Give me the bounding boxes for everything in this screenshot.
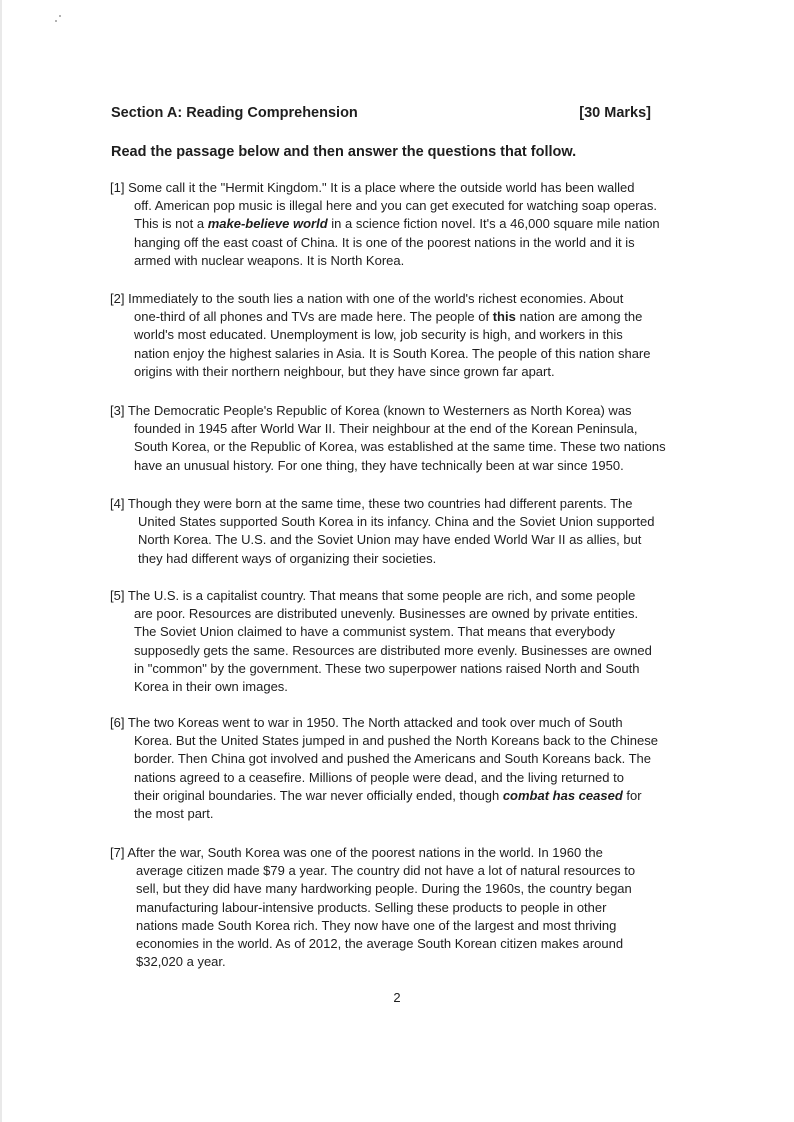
- paragraph-line: are poor. Resources are distributed unevenly. Businesses are owned by private entities.: [134, 606, 639, 622]
- scan-edge: [0, 0, 2, 1122]
- paragraph-line: nations made South Korea rich. They now have one of the largest and most thriving: [136, 917, 617, 933]
- paragraph-line: manufacturing labour-intensive products. Selling these products to people in other: [136, 899, 607, 915]
- paragraph-3: [110, 402, 678, 475]
- paragraph-line: Korea. But the United States jumped in and pushed the North Koreans back to the Chinese: [134, 733, 658, 749]
- paragraph-line: their original boundaries. The war never officially ended, though combat has ceased for: [134, 787, 642, 803]
- paragraph-line: have an unusual history. For one thing, they have technically been at war since 1950.: [134, 457, 624, 473]
- paragraph-5: [110, 587, 678, 696]
- marks-label: [30 Marks]: [579, 105, 651, 121]
- paragraph-line: sell, but they did have many hardworking people. During the 1960s, the country began: [136, 881, 632, 897]
- paragraph-line: The Soviet Union claimed to have a communist system. That means that everybody: [134, 624, 615, 640]
- section-title: Section A: Reading Comprehension: [111, 105, 358, 121]
- emphasis-term: make-believe world: [207, 216, 328, 232]
- paragraph-line: founded in 1945 after World War II. Their neighbour at the end of the Korean Peninsula,: [134, 421, 638, 437]
- paragraph-number: [3]: [110, 403, 125, 418]
- paragraph-line: $32,020 a year.: [136, 954, 226, 970]
- paragraph-number: [7]: [110, 845, 125, 860]
- emphasis-term: this: [492, 309, 516, 325]
- paragraph-line: average citizen made $79 a year. The country did not have a lot of natural resources to: [136, 863, 636, 879]
- paragraph-line: Immediately to the south lies a nation with one of the world's richest economies. About: [128, 291, 624, 306]
- paragraph-line: world's most educated. Unemployment is low, job security is high, and workers in this: [134, 327, 623, 343]
- paragraph-6: [110, 714, 678, 823]
- paragraph-line: The Democratic People's Republic of Korea (known to Westerners as North Korea) was: [127, 403, 632, 418]
- paragraph-number: [6]: [110, 715, 125, 730]
- paragraph-line: nations agreed to a ceasefire. Millions of people were dead, and the living returned to: [134, 769, 624, 785]
- scan-speck: [59, 15, 61, 17]
- paragraph-line: the most part.: [134, 806, 214, 822]
- paragraph-line: they had different ways of organizing their societies.: [138, 550, 437, 566]
- emphasis-term: combat has ceased: [502, 787, 623, 803]
- paragraph-line: Though they were born at the same time, these two countries had different parents. The: [127, 496, 633, 511]
- paragraph-line: North Korea. The U.S. and the Soviet Union may have ended World War II as allies, but: [138, 532, 642, 548]
- paragraph-line: After the war, South Korea was one of the poorest nations in the world. In 1960 the: [127, 845, 603, 860]
- paragraph-line: economies in the world. As of 2012, the average South Korean citizen makes around: [136, 936, 624, 952]
- paragraph-number: [1]: [110, 180, 125, 195]
- section-header: [111, 105, 651, 121]
- paragraph-line: armed with nuclear weapons. It is North Korea.: [134, 252, 405, 268]
- paragraph-line: Some call it the "Hermit Kingdom." It is a place where the outside world has been walled: [128, 180, 635, 195]
- paragraph-line: hanging off the east coast of China. It is one of the poorest nations in the world and it is: [134, 234, 635, 250]
- paragraph-line: border. Then China got involved and pushed the Americans and South Koreans back. The: [134, 751, 651, 767]
- paragraph-line: origins with their northern neighbour, but they have since grown far apart.: [134, 363, 555, 379]
- paragraph-line: nation enjoy the highest salaries in Asia. It is South Korea. The people of this nation share: [134, 345, 651, 361]
- paragraph-7: [110, 844, 678, 971]
- paragraph-line: The U.S. is a capitalist country. That means that some people are rich, and some people: [127, 588, 636, 603]
- paragraph-line: South Korea, or the Republic of Korea, was established at the same time. These two nations: [134, 439, 666, 455]
- paragraph-line: supposedly gets the same. Resources are distributed more evenly. Businesses are owned: [134, 642, 652, 658]
- paragraph-line: one-third of all phones and TVs are made here. The people of this nation are among the: [134, 309, 643, 325]
- paragraph-line: The two Koreas went to war in 1950. The North attacked and took over much of South: [127, 715, 623, 730]
- page-number: 2: [393, 990, 401, 1005]
- paragraph-number: [2]: [110, 291, 125, 306]
- paragraph-number: [5]: [110, 588, 125, 603]
- paragraph-line: Korea in their own images.: [134, 679, 288, 695]
- paragraph-line: This is not a make-believe world in a science fiction novel. It's a 46,000 square mile nation: [134, 216, 660, 232]
- paragraph-1: [110, 179, 678, 270]
- paragraph-4: [110, 495, 678, 568]
- scan-speck: [55, 20, 57, 22]
- paragraph-line: in "common" by the government. These two superpower nations raised North and South: [134, 660, 640, 676]
- paragraph-line: off. American pop music is illegal here and you can get executed for watching soap operas.: [134, 198, 657, 214]
- paragraph-number: [4]: [110, 496, 125, 511]
- paragraph-2: [110, 290, 678, 381]
- instructions: Read the passage below and then answer the questions that follow.: [111, 144, 577, 160]
- paragraph-line: United States supported South Korea in its infancy. China and the Soviet Union supported: [138, 514, 655, 530]
